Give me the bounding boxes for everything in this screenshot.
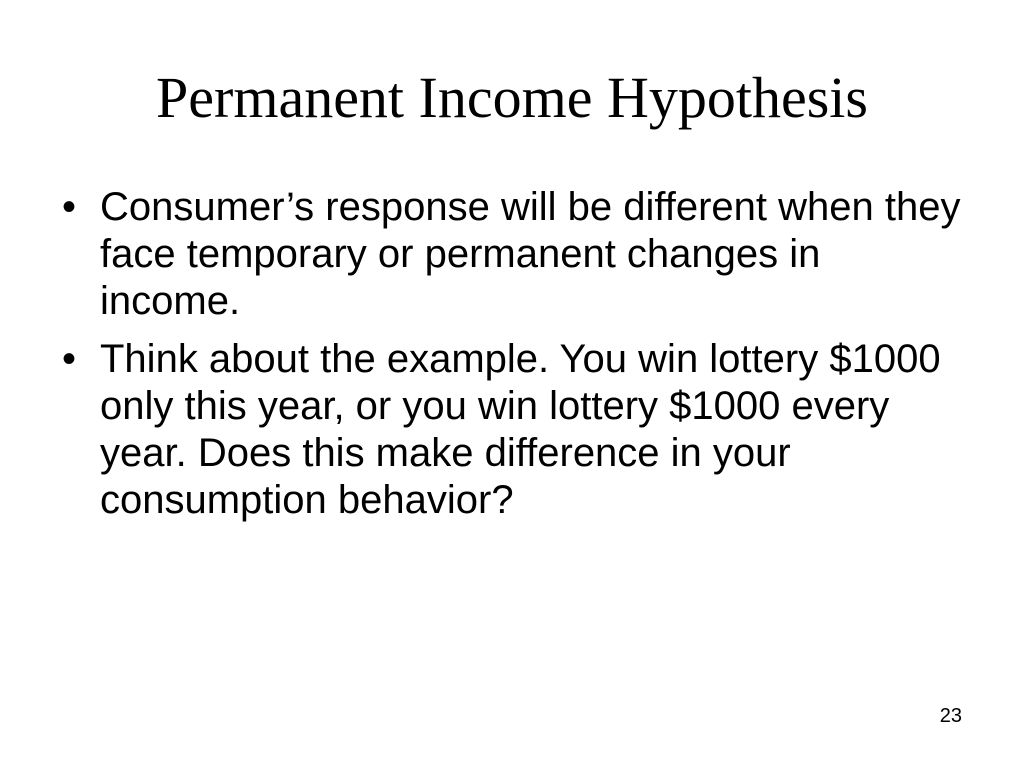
slide-number: 23 [939,705,962,727]
bullet-item [62,184,962,325]
bullet-text: Think about the example. You win lottery $1000 only this year, or you win lottery $1000 every year. Does this make difference in your consumption behavior? [100,337,941,522]
bullet-list [62,184,962,535]
slide-title: Permanent Income Hypothesis [156,65,868,130]
bullet-item [62,336,962,524]
bullet-icon: • [62,337,77,381]
bullet-icon: • [62,185,77,229]
bullet-text: Consumer’s response will be different when they face temporary or permanent changes in income. [100,185,961,323]
